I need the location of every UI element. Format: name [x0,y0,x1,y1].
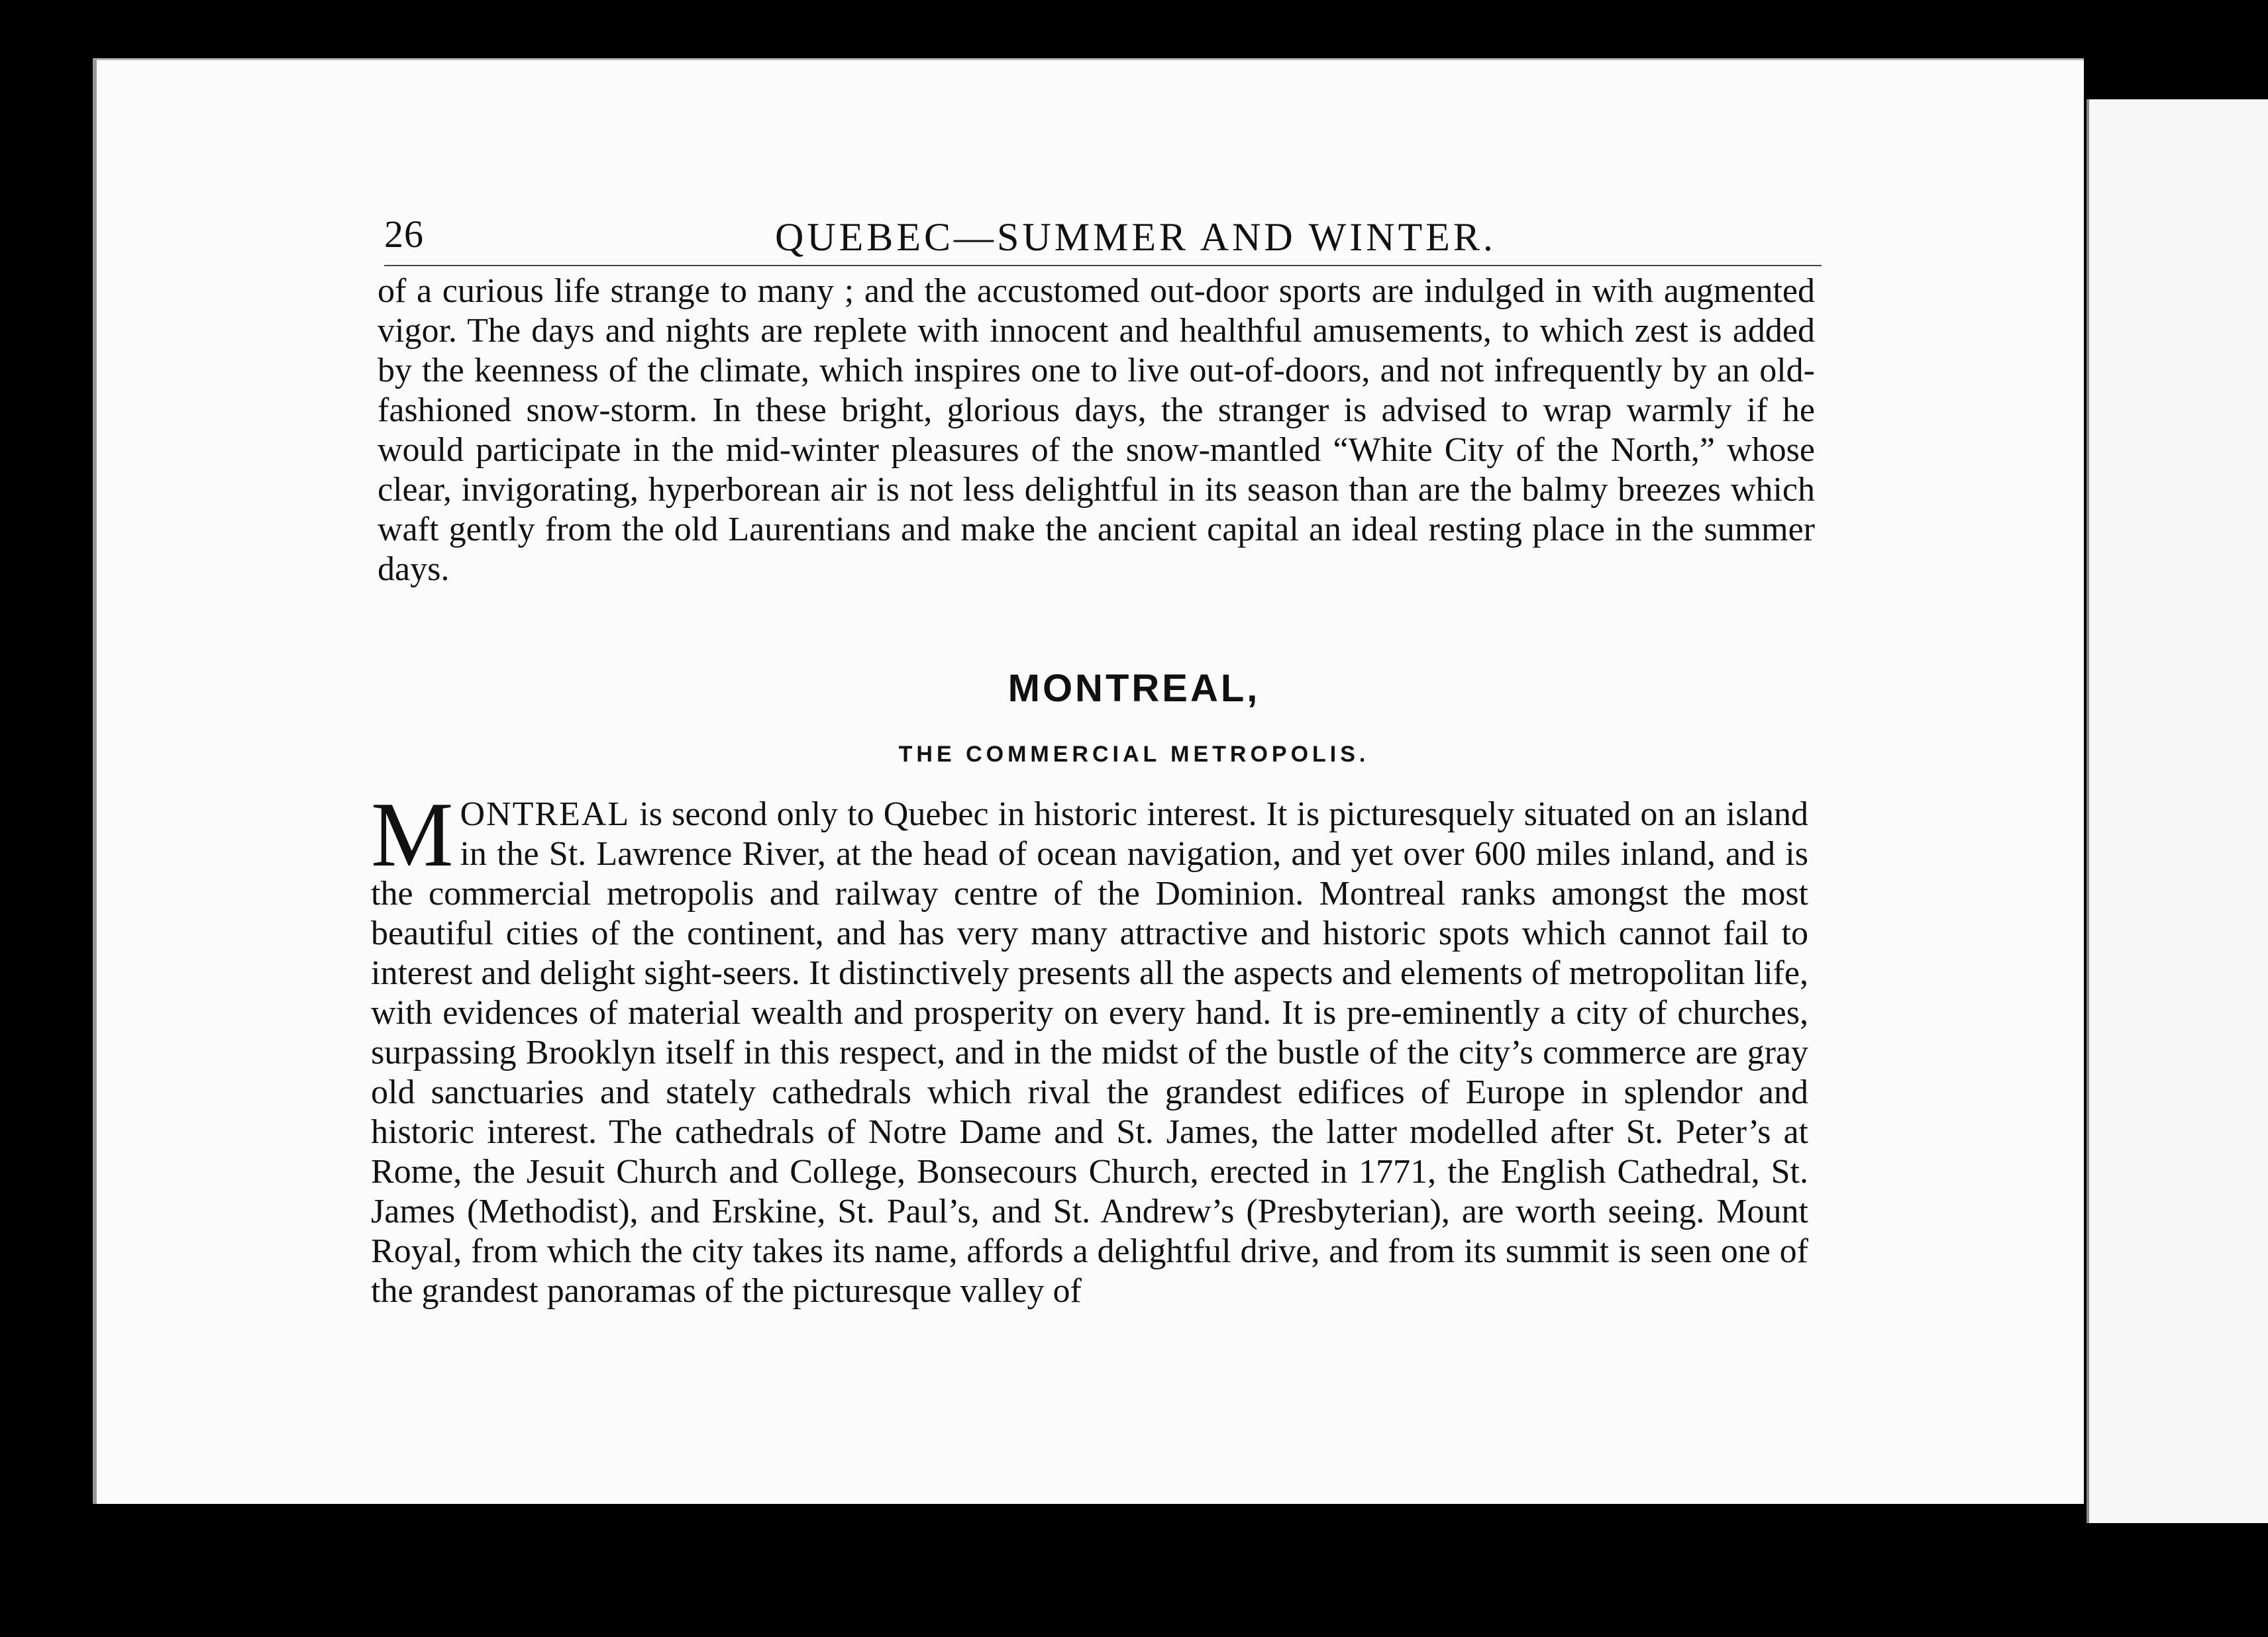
running-title: QUEBEC—SUMMER AND WINTER. [775,215,1496,259]
section-title: MONTREAL, [1007,667,1261,710]
running-head [384,212,1822,265]
facing-page-edge [2087,99,2268,1523]
drop-cap: M [371,783,454,886]
page-number: 26 [384,213,424,256]
continued-paragraph: of a curious life strange to many ; and the accustomed out-door sports are indulged in with augmented vigor. The days and nights are replete with innocent and healthful amusements, to which zest is added by the keenness of the climate, which inspires one to live out-of-doors, and not infrequently by an old-fashioned snow-storm. In these bright, glorious days, the stranger is advised to wrap warmly if he would participate in the mid-winter pleasures of the snow-mantled “White City of the North,” whose clear, invigorating, hyperborean air is not less delightful in its season than are the balmy breezes which waft gently from the old Laurentians and make the ancient capital an ideal resting place in the summer days. [378,272,1815,588]
paragraph-body: is second only to Quebec in historic interest. It is picturesquely situated on an island in the St. Lawrence River, at the head of ocean navigation, and yet over 600 miles inland, and is the commercial metropolis and railway centre of the Dominion. Montreal ranks amongst the most beautiful cities of the continent, and has very many attractive and historic spots which cannot fail to interest and delight sight-seers. It distinctively presents all the aspects and elements of metropolitan life, with evidences of material wealth and prosperity on every hand. It is pre-eminently a city of churches, surpassing Brooklyn itself in this respect, and in the midst of the bustle of the city’s commerce are gray old sanctuaries and stately cathedrals which rival the grandest edifices of Europe in splendor and historic interest. The cathedrals of Notre Dame and St. James, the latter modelled after St. Peter’s at Rome, the Jesuit Church and College, Bonsecours Church, erected in 1771, the English Cathedral, St. James (Methodist), and Erskine, St. Paul’s, and St. Andrew’s (Presbyterian), are worth seeing. Mount Royal, from which the city takes its name, affords a delightful drive, and from its summit is seen one of the grandest panoramas of the picturesque valley of [371,795,1808,1310]
section-subtitle: THE COMMERCIAL METROPOLIS. [898,742,1370,767]
lead-caps: ONTREAL [460,795,631,833]
header-rule [384,265,1822,266]
section-paragraph [371,783,1808,1311]
